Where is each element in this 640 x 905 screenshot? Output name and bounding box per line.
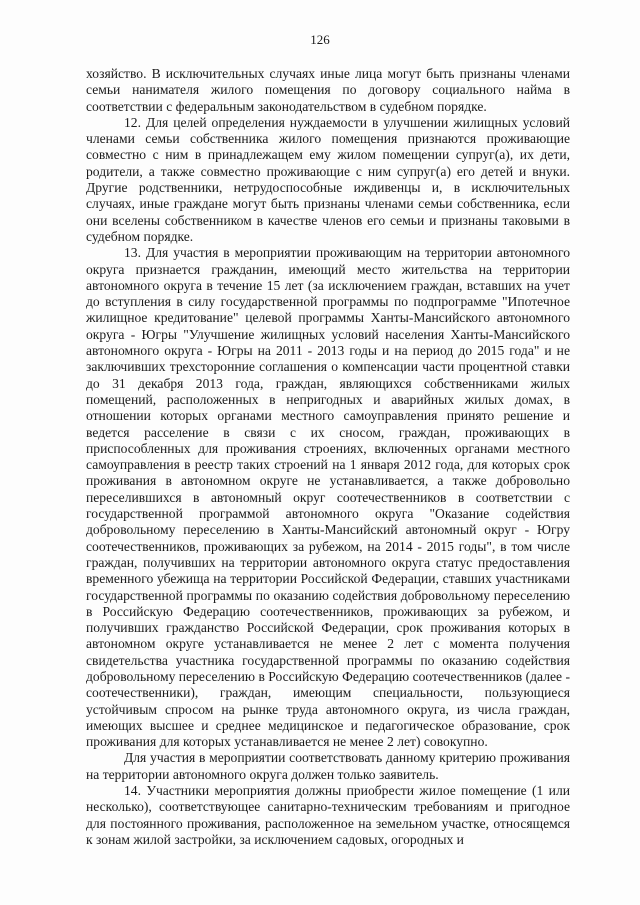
document-body <box>86 66 570 848</box>
paragraph-12: 12. Для целей определения нуждаемости в улучшении жилищных условий членами семьи собственника жилого помещения признаются проживающие совместно с ним в принадлежащем ему жилом помещении супруг(а), их дети, родители, а также совместно проживающие с ним супруг(а) его детей и внуки. Другие родственники, нетрудоспособные иждивенцы и, в исключительных случаях, иные граждане могут быть признаны членами семьи собственника, если они вселены собственником в качестве членов его семьи и признаны таковыми в судебном порядке. <box>86 114 570 244</box>
page-number: 126 <box>310 32 330 47</box>
paragraph-14: 14. Участники мероприятия должны приобрести жилое помещение (1 или несколько), соответствующее санитарно-техническим требованиям и пригодное для постоянного проживания, расположенное на земельном участке, относящемся к зонам жилой застройки, за исключением садовых, огородных и <box>86 783 570 847</box>
paragraph-continuation: хозяйство. В исключительных случаях иные лица могут быть признаны членами семьи нанимателя жилого помещения по договору социального найма в соответствии с федеральным законодательством в судебном порядке. <box>86 66 570 114</box>
paragraph-13: 13. Для участия в мероприятии проживающим на территории автономного округа признается гражданин, имеющий место жительства на территории автономного округа в течение 15 лет (за исключением граждан, вставших на учет до вступления в силу государственной программы по подпрограмме "Ипотечное жилищное кредитование" целевой программы Ханты-Мансийского автономного округа - Югры "Улучшение жилищных условий населения Ханты-Мансийского автономного округа - Югры на 2011 - 2013 годы и на период до 2015 года" и не заключивших трехсторонние соглашения о компенсации части процентной ставки до 31 декабря 2013 года, граждан, являющихся собственниками жилых помещений, расположенных в непригодных и аварийных жилых домах, в отношении которых органами местного самоуправления принято решение и ведется расселение в связи с их сносом, граждан, проживающих в приспособленных для проживания строениях, включенных органами местного самоуправления в реестр таких строений на 1 января 2012 года, для которых срок проживания в автономном округе не устанавливается, а также добровольно переселившихся в автономный округ соотечественников в соответствии с государственной программой автономного округа "Оказание содействия добровольному переселению в Ханты-Мансийский автономный округ - Югру соотечественников, проживающих за рубежом, на 2014 - 2015 годы", в том числе граждан, получивших на территории автономного округа статус предоставления временного убежища на территории Российской Федерации, ставших участниками государственной программы по оказанию содействия добровольному переселению в Российскую Федерацию соотечественников, проживающих за рубежом, и получивших гражданство Российской Федерации, срок проживания которых в автономном округе устанавливается не менее 2 лет с момента получения свидетельства участника государственной программы по оказанию содействия добровольному переселению в Российскую Федерацию соотечественников (далее - соотечественники), граждан, имеющим специальности, пользующиеся устойчивым спросом на рынке труда автономного округа, из числа граждан, имеющих высшее и среднее медицинское и педагогическое образование, срок проживания для которых устанавливается не менее 2 лет) совокупно. <box>86 245 570 750</box>
paragraph-13-note: Для участия в мероприятии соответствовать данному критерию проживания на территории автономного округа должен только заявитель. <box>86 750 570 782</box>
